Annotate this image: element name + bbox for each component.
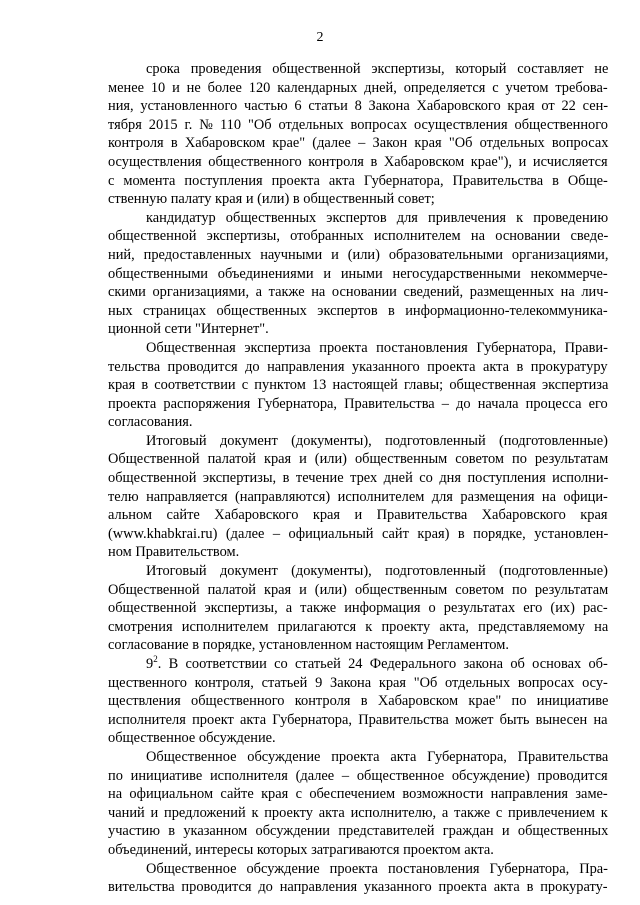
text-line xyxy=(108,339,608,358)
text-fragment: Общественная экспертиза проекта постановления Губернатора, xyxy=(146,339,557,356)
text-line: тября 2015 г. № 110 "Об отдельных вопросах осуществления общественного xyxy=(108,116,608,133)
text-line: кандидатур общественных экспертов для привлечения к проведению xyxy=(146,209,609,226)
text-line: ном Правительством. xyxy=(108,544,240,561)
paragraph-expertise-timing xyxy=(108,339,608,432)
text-line: телю направляется (направляются) исполнителем для размещения на офици- xyxy=(108,488,608,505)
text-line: Общественное обсуждение проекта акта Губернатора, Правительства xyxy=(146,748,609,765)
text-line: смотрения исполнителем прилагаются к проекту акта, представляемому на xyxy=(108,618,609,635)
paragraph-expertise-term xyxy=(108,60,608,209)
text-line: края в соответствии с пунктом 13 настоящей главы; общественная экспертиза xyxy=(108,377,609,394)
text-line: на официальном сайте края с обеспечением возможности направления заме- xyxy=(108,786,608,803)
text-fragment: Прави- xyxy=(556,339,608,356)
text-line: ния, установленного частью 6 статьи 8 Закона Хабаровского края от 22 сен- xyxy=(108,98,609,115)
text-line: по инициативе исполнителя (далее – общественное обсуждение) проводится xyxy=(108,767,608,784)
text-line: ственную палату края и (или) в общественный совет; xyxy=(108,191,435,208)
text-fragment: . В соответствии со статьей 24 Федерального закона об основах об- xyxy=(157,656,608,672)
clause-number-superscript: 2 xyxy=(153,654,158,665)
text-line: объединений, интересы которых затрагиваются проектом акта. xyxy=(108,841,494,858)
text-line: с момента поступления проекта акта Губернатора, Правительства в Обще- xyxy=(108,172,608,189)
text-line: общественными объединениями и иными негосударственными некоммерче- xyxy=(108,265,608,282)
text-line xyxy=(108,655,608,674)
text-line: (www.khabkrai.ru) (далее – официальный сайт края) в порядке, установлен- xyxy=(108,525,609,542)
paragraph-public-discussion-timing xyxy=(108,860,608,897)
text-line: участию в указанном обсуждении представителей граждан и общественных xyxy=(108,823,609,840)
page-number: 2 xyxy=(316,30,324,45)
text-line: контроля в Хабаровском крае" (далее – Закон края "Об отдельных вопросах xyxy=(108,135,609,152)
text-line: Итоговый документ (документы), подготовленный (подготовленные) xyxy=(146,432,608,449)
text-line: общественной экспертизы, в течение трех дней со дня поступления исполни- xyxy=(108,470,609,487)
text-line: щественного контроля, статьей 9 Закона края "Об отдельных вопросах осу- xyxy=(108,674,608,691)
paragraph-final-document-publication xyxy=(108,432,608,562)
text-line: ний, предоставленных научными и (или) образовательными организациями, xyxy=(108,246,609,263)
text-line: Общественное обсуждение проекта постановления Губернатора, Пра- xyxy=(146,860,608,877)
paragraph-public-discussion xyxy=(108,748,608,860)
clause-number: 9 xyxy=(146,656,154,672)
text-line: согласование в порядке, установленном настоящим Регламентом. xyxy=(108,637,509,654)
text-line: Общественной палатой края и (или) общественным советом по результатам xyxy=(108,581,609,598)
text-line: тельства проводится до направления указанного проекта акта в прокуратуру xyxy=(108,358,608,375)
text-line: альном сайте Хабаровского края и Правительства Хабаровского края xyxy=(108,507,608,524)
text-line: общественное обсуждение. xyxy=(108,730,276,747)
text-line: осуществления общественного контроля в Хабаровском крае"), и исчисляется xyxy=(108,153,608,170)
paragraph-final-document-attachment xyxy=(108,562,608,655)
text-line: чаний и предложений к проекту акта исполнителю, а также с привлечением к xyxy=(108,804,608,821)
text-line: Общественной палатой края и (или) общественным советом по результатам xyxy=(108,451,609,468)
text-line: ществления общественного контроля в Хабаровском крае" по инициативе xyxy=(108,693,609,710)
text-line: скими организациями, а также на основании сведений, размещенных на лич- xyxy=(108,284,609,301)
paragraph-expert-candidates xyxy=(108,209,608,339)
text-line: исполнителя проект акта Губернатора, Правительства может быть вынесен на xyxy=(108,711,608,728)
text-line: общественной экспертизы, отобранных исполнителем на основании сведе- xyxy=(108,228,609,245)
text-line: общественной экспертизы, а также информация о результатах его (их) рас- xyxy=(108,600,608,617)
document-body xyxy=(108,60,608,897)
text-line: Итоговый документ (документы), подготовленный (подготовленные) xyxy=(146,563,608,580)
text-line: ционной сети "Интернет". xyxy=(108,321,269,338)
text-line: согласования. xyxy=(108,414,193,431)
text-line: срока проведения общественной экспертизы, который составляет не xyxy=(146,61,609,77)
paragraph-clause-9-2 xyxy=(108,655,608,748)
text-line: менее 10 и не более 120 календарных дней, определяется с учетом требова- xyxy=(108,79,608,96)
text-line: ных страницах общественных экспертов в информационно-телекоммуника- xyxy=(108,302,608,319)
text-line: проекта распоряжения Губернатора, Правительства – до начала процесса его xyxy=(108,395,608,412)
text-line: вительства проводится до направления указанного проекта акта в прокурату- xyxy=(108,879,608,896)
